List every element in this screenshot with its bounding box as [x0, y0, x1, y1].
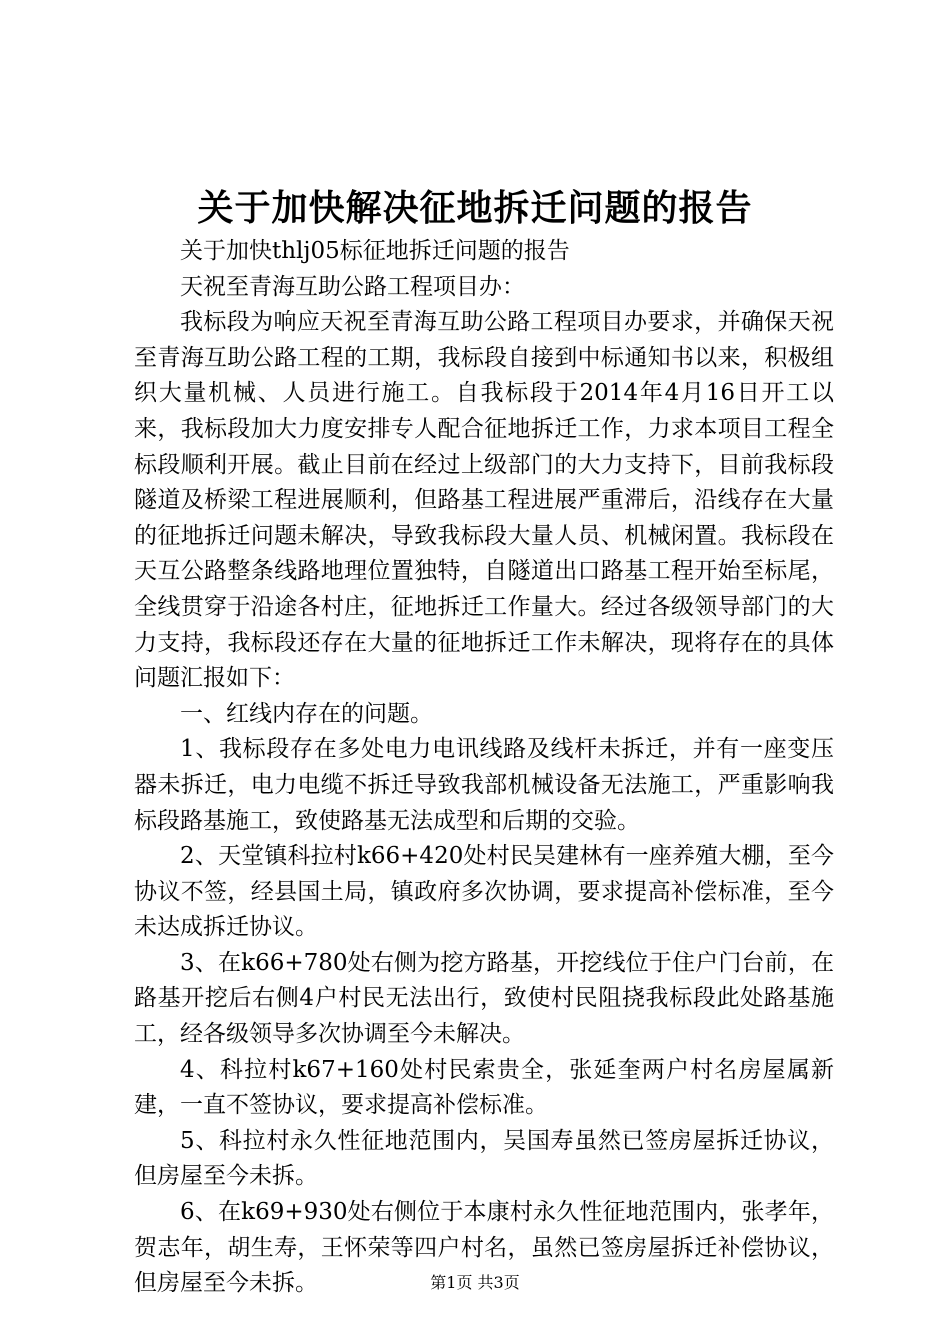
intro-paragraph: 我标段为响应天祝至青海互助公路工程项目办要求，并确保天祝至青海互助公路工程的工期，我标段自接到中标通知书以来，积极组织大量机械、人员进行施工。自我标段于2014年4月16日开工以来，我标段加大力度安排专人配合征地拆迁工作，力求本项目工程全标段顺利开展。截止目前在经过上级部门的大力支持下，目前我标段隧道及桥梁工程进展顺利，但路基工程进展严重滞后，沿线存在大量的征地拆迁问题未解决，导致我标段大量人员、机械闲置。我标段在天互公路整条线路地理位置独特，自隧道出口路基工程开始至标尾，全线贯穿于沿途各村庄，征地拆迁工作量大。经过各级领导部门的大力支持，我标段还存在大量的征地拆迁工作未解决，现将存在的具体问题汇报如下：: [134, 309, 834, 692]
page-footer: 第1页 共3页: [430, 1273, 520, 1292]
issue-paragraph: 3、在k66+780处右侧为挖方路基，开挖线位于住户门台前，在路基开挖后右侧4户村民无法出行，致使村民阻挠我标段此处路基施工，经各级领导多次协调至今未解决。: [134, 949, 834, 1048]
issue-paragraph: 2、天堂镇科拉村k66+420处村民吴建林有一座养殖大棚，至今协议不签，经县国土局，镇政府多次协调，要求提高补偿标准，至今未达成拆迁协议。: [134, 843, 834, 941]
issue-paragraph: 5、科拉村永久性征地范围内，吴国寿虽然已签房屋拆迁协议，但房屋至今未拆。: [134, 1127, 834, 1190]
addressee-paragraph: 天祝至青海互助公路工程项目办：: [180, 273, 525, 300]
issue-paragraph: 4、科拉村k67+160处村民索贵全，张延奎两户村名房屋属新建，一直不签协议，要求提高补偿标准。: [134, 1056, 834, 1119]
section-heading: 一、红线内存在的问题。: [180, 700, 433, 727]
document-title: 关于加快解决征地拆迁问题的报告: [197, 187, 753, 229]
document-body: [134, 234, 834, 1302]
subtitle-paragraph: 关于加快thlj05标征地拆迁问题的报告: [180, 238, 570, 264]
issue-paragraph: 1、我标段存在多处电力电讯线路及线杆未拆迁，并有一座变压器未拆迁，电力电缆不拆迁导致我部机械设备无法施工，严重影响我标段路基施工，致使路基无法成型和后期的交验。: [134, 736, 834, 834]
issue-paragraph: 6、在k69+930处右侧位于本康村永久性征地范围内，张孝年，贺志年，胡生寿，王怀荣等四户村名，虽然已签房屋拆迁补偿协议，但房屋至今未拆。: [134, 1199, 834, 1297]
